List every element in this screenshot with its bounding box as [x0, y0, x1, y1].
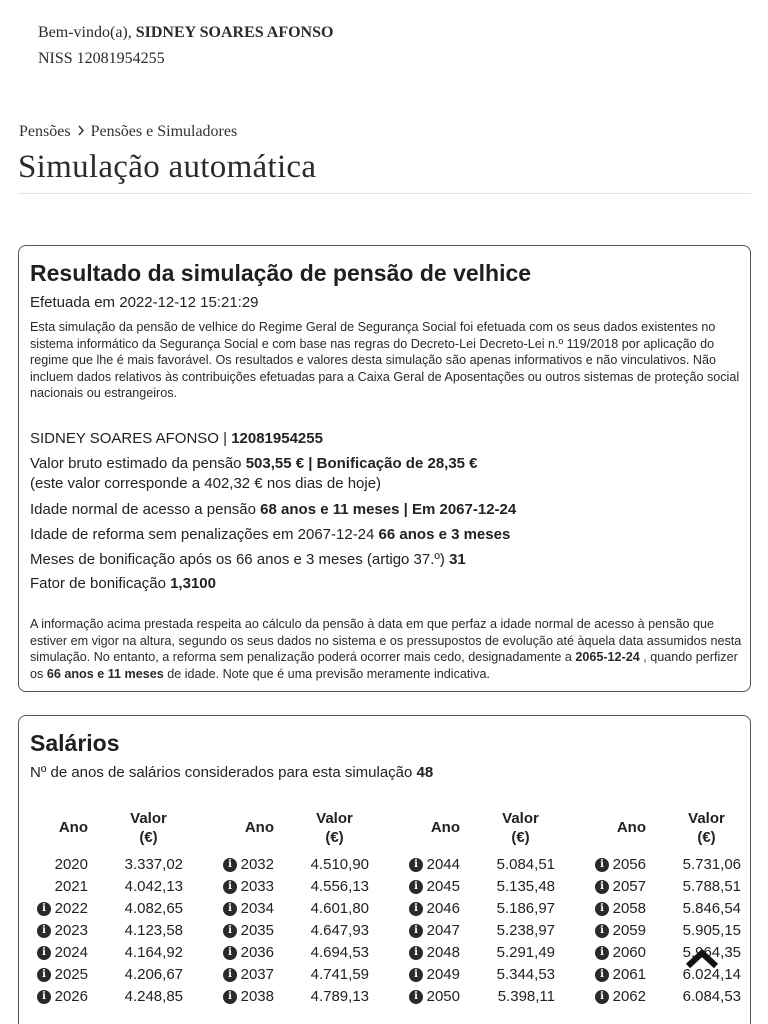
note-date: 2065-12-24 — [575, 650, 640, 664]
table-row — [588, 899, 768, 921]
value-cell: 4.556,13 — [310, 878, 369, 895]
bonus-factor-line — [30, 575, 216, 592]
info-icon[interactable]: i — [223, 968, 237, 982]
year-cell: 2062 — [612, 988, 646, 1005]
header-year: Ano — [58, 819, 88, 836]
table-row — [588, 877, 768, 899]
person-niss: 12081954255 — [231, 430, 323, 447]
info-icon[interactable]: i — [37, 902, 51, 916]
pension-today: (este valor corresponde a 402,32 € nos dias de hoje) — [30, 475, 382, 492]
chevron-up-icon — [682, 944, 722, 972]
person-name: SIDNEY SOARES AFONSO | — [30, 430, 228, 447]
table-row — [588, 965, 768, 987]
table-row — [402, 965, 588, 987]
bonus-months-line — [30, 551, 466, 568]
header-value: Valor (€) — [502, 810, 539, 846]
note-part-3: de idade. Note que é uma previsão meramente indicativa. — [167, 666, 490, 681]
normal-age-line — [30, 501, 516, 518]
year-cell: 2060 — [612, 944, 646, 961]
breadcrumb — [19, 122, 237, 142]
table-row — [30, 921, 216, 943]
welcome-line — [38, 22, 333, 44]
salaries-count-line — [30, 764, 433, 781]
table-row — [402, 987, 588, 1009]
year-cell: 2032 — [240, 856, 274, 873]
person-line — [30, 430, 323, 447]
value-cell: 5.135,48 — [496, 878, 555, 895]
value-cell: 4.042,13 — [124, 878, 183, 895]
result-note — [30, 616, 745, 682]
breadcrumb-item-pensoes[interactable]: Pensões — [19, 123, 71, 140]
salaries-count-label: Nº de anos de salários considerados para esta simulação — [30, 764, 413, 781]
year-cell: 2022 — [54, 900, 88, 917]
table-row — [216, 921, 402, 943]
note-part-2: , quando perfizer os — [30, 650, 738, 681]
info-icon[interactable]: i — [223, 990, 237, 1004]
info-icon[interactable]: i — [409, 902, 423, 916]
info-icon[interactable]: i — [37, 968, 51, 982]
value-cell: 4.248,85 — [124, 988, 183, 1005]
info-icon[interactable]: i — [409, 924, 423, 938]
welcome-text: Bem-vindo(a), — [38, 24, 132, 41]
year-cell: 2045 — [426, 878, 460, 895]
value-cell: 5.291,49 — [496, 944, 555, 961]
year-cell: 2047 — [426, 922, 460, 939]
header-year: Ano — [244, 819, 274, 836]
table-row — [216, 877, 402, 899]
year-cell: 2038 — [240, 988, 274, 1005]
info-icon[interactable]: i — [595, 946, 609, 960]
header-value: Valor (€) — [130, 810, 167, 846]
result-card — [18, 245, 751, 692]
info-icon[interactable]: i — [223, 924, 237, 938]
table-row — [402, 877, 588, 899]
value-cell: 4.694,53 — [310, 944, 369, 961]
year-cell: 2020 — [54, 856, 88, 873]
info-icon[interactable]: i — [37, 946, 51, 960]
no-penalty-value: 66 anos e 3 meses — [378, 526, 511, 543]
info-icon[interactable]: i — [595, 924, 609, 938]
table-row — [588, 855, 768, 877]
value-cell: 4.082,65 — [124, 900, 183, 917]
value-cell: 4.206,67 — [124, 966, 183, 983]
value-cell: 6.084,53 — [682, 988, 741, 1005]
info-icon[interactable]: i — [37, 924, 51, 938]
year-cell: 2061 — [612, 966, 646, 983]
value-cell: 5.084,51 — [496, 856, 555, 873]
year-cell: 2034 — [240, 900, 274, 917]
info-icon[interactable]: i — [595, 902, 609, 916]
result-disclaimer: Esta simulação da pensão de velhice do Regime Geral de Segurança Social foi efetuada com os seus dados existentes no sistema informático da Segurança Social e com base nas regras do Decreto-Lei Decreto-Lei n.º 119/2018 por aplicação do regime que lhe é mais favorável. Os resultados e valores desta simulação são apenas informativos e não vinculativos. Não incluem dados relativos às contribuições efetuadas para a Caixa Geral de Aposentações ou outros sistemas de proteção social nacionais ou estrangeiros. — [30, 320, 740, 400]
year-cell: 2044 — [426, 856, 460, 873]
year-cell: 2035 — [240, 922, 274, 939]
info-icon[interactable]: i — [595, 858, 609, 872]
table-row — [30, 987, 216, 1009]
header-value: Valor (€) — [316, 810, 353, 846]
user-niss: NISS 12081954255 — [38, 50, 165, 67]
info-icon[interactable]: i — [595, 968, 609, 982]
no-penalty-line — [30, 526, 510, 543]
table-row — [402, 899, 588, 921]
bonus-factor-value: 1,3100 — [170, 575, 216, 592]
year-cell: 2049 — [426, 966, 460, 983]
breadcrumb-item-simuladores[interactable]: Pensões e Simuladores — [90, 123, 238, 140]
year-cell: 2059 — [612, 922, 646, 939]
info-icon[interactable]: i — [409, 990, 423, 1004]
value-cell: 5.731,06 — [682, 856, 741, 873]
value-cell: 4.123,58 — [124, 922, 183, 939]
table-row — [30, 965, 216, 987]
info-icon[interactable]: i — [223, 880, 237, 894]
note-age: 66 anos e 11 meses — [46, 666, 164, 681]
value-cell: 5.905,15 — [682, 922, 741, 939]
info-icon[interactable]: i — [409, 946, 423, 960]
value-cell: 5.238,97 — [496, 922, 555, 939]
info-icon[interactable]: i — [595, 990, 609, 1004]
info-icon[interactable]: i — [595, 880, 609, 894]
header-value: Valor (€) — [688, 810, 725, 846]
table-row — [216, 899, 402, 921]
user-name: SIDNEY SOARES AFONSO — [135, 24, 334, 41]
table-row — [216, 965, 402, 987]
year-cell: 2037 — [240, 966, 274, 983]
value-cell: 3.337,02 — [124, 856, 183, 873]
value-cell: 4.164,92 — [124, 944, 183, 961]
table-row — [216, 855, 402, 877]
info-icon[interactable]: i — [409, 858, 423, 872]
year-cell: 2025 — [54, 966, 88, 983]
salaries-card — [18, 715, 751, 1024]
year-cell: 2046 — [426, 900, 460, 917]
table-row — [30, 899, 216, 921]
normal-age-label: Idade normal de acesso a pensão — [30, 501, 256, 518]
value-cell: 5.964,35 — [682, 944, 741, 961]
value-cell: 4.647,93 — [310, 922, 369, 939]
value-cell: 4.741,59 — [310, 966, 369, 983]
value-cell: 5.344,53 — [496, 966, 555, 983]
bonus-months-value: 31 — [449, 551, 466, 568]
divider — [18, 193, 751, 194]
table-row — [588, 921, 768, 943]
info-icon[interactable]: i — [223, 858, 237, 872]
normal-age-value: 68 anos e 11 meses | Em 2067-12-24 — [260, 501, 517, 518]
result-timestamp: Efetuada em 2022-12-12 15:21:29 — [30, 294, 259, 311]
year-cell: 2023 — [54, 922, 88, 939]
value-cell: 5.846,54 — [682, 900, 741, 917]
info-icon[interactable]: i — [223, 946, 237, 960]
salaries-title: Salários — [30, 730, 120, 756]
info-icon[interactable]: i — [409, 880, 423, 894]
value-cell: 4.789,13 — [310, 988, 369, 1005]
salaries-count-value: 48 — [416, 764, 434, 781]
info-icon[interactable]: i — [409, 968, 423, 982]
header-year: Ano — [430, 819, 460, 836]
year-cell: 2050 — [426, 988, 460, 1005]
value-cell: 5.788,51 — [682, 878, 741, 895]
year-cell: 2057 — [612, 878, 646, 895]
bonus-factor-label: Fator de bonificação — [30, 575, 166, 592]
info-icon[interactable]: i — [37, 990, 51, 1004]
year-cell: 2033 — [240, 878, 274, 895]
table-row — [402, 943, 588, 965]
table-row — [402, 855, 588, 877]
table-row — [588, 943, 768, 965]
note-part-1: A informação acima prestada respeita ao cálculo da pensão à data em que perfaz a idade normal de acesso à pensão que estiver em vigor na altura, segundo os seus dados no sistema e os pressupostos de evolução até àquela data assumidos nesta simulação. No entanto, a reforma sem penalização poderá ocorrer mais cedo, designadamente a — [30, 617, 742, 664]
header-year: Ano — [616, 819, 646, 836]
result-title: Resultado da simulação de pensão de velhice — [30, 260, 532, 286]
table-row — [30, 855, 216, 877]
table-row — [216, 987, 402, 1009]
info-icon[interactable]: i — [223, 902, 237, 916]
no-penalty-label: Idade de reforma sem penalizações em 2067-12-24 — [30, 526, 375, 543]
value-cell: 4.510,90 — [310, 856, 369, 873]
year-cell: 2021 — [54, 878, 88, 895]
pension-label: Valor bruto estimado da pensão — [30, 455, 242, 472]
table-row — [588, 987, 768, 1009]
year-cell: 2058 — [612, 900, 646, 917]
table-row — [216, 943, 402, 965]
table-row — [402, 921, 588, 943]
year-cell: 2026 — [54, 988, 88, 1005]
pension-value: 503,55 € | Bonificação de 28,35 € — [245, 455, 478, 472]
value-cell: 5.398,11 — [497, 988, 555, 1005]
year-cell: 2036 — [240, 944, 274, 961]
chevron-right-icon — [77, 125, 85, 140]
scroll-to-top-button[interactable] — [682, 944, 722, 972]
pension-value-line — [30, 455, 478, 472]
year-cell: 2048 — [426, 944, 460, 961]
table-row — [30, 943, 216, 965]
year-cell: 2024 — [54, 944, 88, 961]
value-cell: 4.601,80 — [310, 900, 369, 917]
bonus-months-label: Meses de bonificação após os 66 anos e 3 meses (artigo 37.º) — [30, 551, 445, 568]
value-cell: 5.186,97 — [496, 900, 555, 917]
table-row — [30, 877, 216, 899]
value-cell: 6.024,14 — [682, 966, 741, 983]
user-info — [38, 22, 333, 70]
page-title: Simulação automática — [18, 149, 317, 185]
year-cell: 2056 — [612, 856, 646, 873]
